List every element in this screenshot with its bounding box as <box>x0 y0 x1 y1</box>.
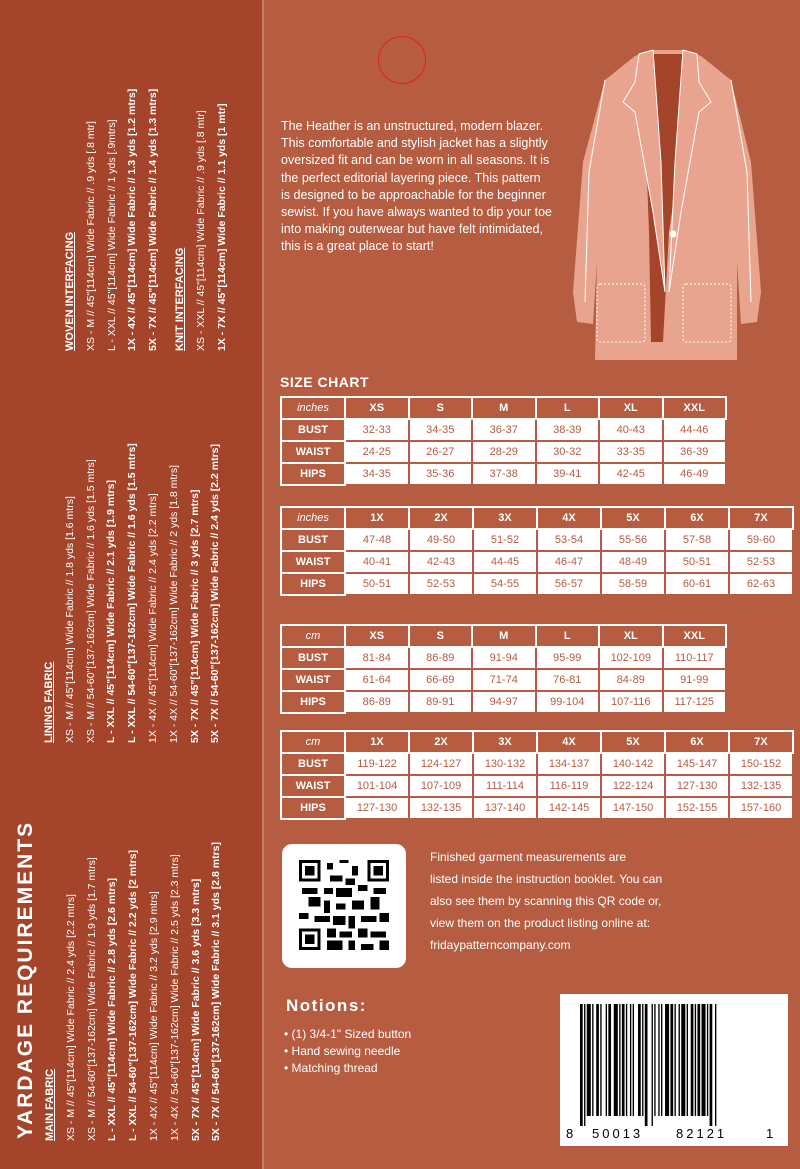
measurement-value: 26-27 <box>409 441 473 463</box>
lining-fabric-line: L - XXL // 54-60"[137-162cm] Wide Fabric // 1.6 yds [1.5 mtrs] <box>126 443 139 743</box>
unit-label: cm <box>281 625 345 647</box>
barcode-bar <box>691 1004 694 1116</box>
measurement-label: BUST <box>281 419 345 441</box>
measurement-value: 132-135 <box>729 775 793 797</box>
measurement-label: BUST <box>281 647 345 669</box>
size-chart-title: SIZE CHART <box>280 374 369 390</box>
measurement-value: 51-52 <box>473 529 537 551</box>
barcode-bar <box>614 1004 618 1116</box>
notions-title: Notions: <box>286 996 367 1015</box>
measurement-value: 48-49 <box>601 551 665 573</box>
knit-interfacing-line: XS - XXL // 45"[114cm] Wide Fabric // .9 yds [.8 mtr] <box>194 110 207 351</box>
measurement-value: 44-45 <box>473 551 537 573</box>
table-row <box>281 797 793 819</box>
main-fabric-line: 5X - 7X // 45"[114cm] Wide Fabric // 3.6 yds [3.3 mtrs] <box>189 878 202 1141</box>
notion-item: • Matching thread <box>284 1060 411 1077</box>
size-header: XXL <box>663 397 727 419</box>
measurement-value: 111-114 <box>473 775 537 797</box>
sidebar-divider <box>262 0 264 1169</box>
measurement-value: 37-38 <box>472 463 536 485</box>
barcode-bar <box>619 1004 620 1116</box>
lining-fabric-line: XS - M // 54-60"[137-162cm] Wide Fabric // 1.6 yds [1.5 mtrs] <box>84 459 97 743</box>
measurement-value: 95-99 <box>536 647 600 669</box>
yardage-title: YARDAGE REQUIREMENTS <box>14 820 37 1139</box>
measurement-label: WAIST <box>281 551 345 573</box>
woven-interfacing-line: XS - M // 45"[114cm] Wide Fabric // .9 yds [.8 mtr] <box>84 121 97 351</box>
measurement-label: HIPS <box>281 463 345 485</box>
knit-interfacing-list <box>170 103 232 351</box>
measurement-value: 132-135 <box>409 797 473 819</box>
size-header: XL <box>599 625 663 647</box>
measurement-value: 49-50 <box>409 529 473 551</box>
size-header: 3X <box>473 507 537 529</box>
main-fabric-line: XS - M // 45"[114cm] Wide Fabric // 2.4 yds [2.2 mtrs] <box>64 894 77 1141</box>
measurement-value: 47-48 <box>345 529 409 551</box>
woven-interfacing-line: 1X - 4X // 45"[114cm] Wide Fabric // 1.3 yds [1.2 mtrs] <box>126 88 139 351</box>
barcode-digit-last: 1 <box>766 1126 774 1141</box>
finished-line: Finished garment measurements are <box>430 850 627 864</box>
measurement-value: 52-53 <box>409 573 473 595</box>
measurement-value: 40-43 <box>599 419 663 441</box>
measurement-value: 86-89 <box>409 647 473 669</box>
barcode-bar <box>697 1004 700 1116</box>
measurement-value: 34-35 <box>409 419 473 441</box>
yardage-sidebar <box>0 0 262 1169</box>
size-header: L <box>536 397 600 419</box>
measurement-value: 145-147 <box>665 753 729 775</box>
barcode-bar <box>695 1004 696 1116</box>
woven-interfacing-heading: WOVEN INTERFACING <box>64 231 76 351</box>
main-fabric-line: 1X - 4X // 45"[114cm] Wide Fabric // 3.2 yds [2.9 mtrs] <box>147 891 160 1141</box>
lining-fabric-heading: LINING FABRIC <box>43 661 55 743</box>
table-row <box>281 419 726 441</box>
measurement-value: 152-155 <box>665 797 729 819</box>
main-fabric-heading: MAIN FABRIC <box>44 1068 56 1141</box>
measurement-value: 142-145 <box>537 797 601 819</box>
measurement-value: 117-125 <box>663 691 727 713</box>
barcode-bar <box>592 1004 593 1116</box>
size-header: 2X <box>409 507 473 529</box>
size-header: L <box>536 625 600 647</box>
size-header: 6X <box>665 731 729 753</box>
table-row <box>281 551 793 573</box>
barcode-bar <box>645 1004 648 1126</box>
measurement-value: 32-33 <box>345 419 409 441</box>
table-row <box>281 669 726 691</box>
notion-item: • Hand sewing needle <box>284 1043 411 1060</box>
measurement-value: 134-137 <box>537 753 601 775</box>
size-header: 1X <box>345 731 409 753</box>
measurement-value: 58-59 <box>601 573 665 595</box>
size-table <box>280 730 794 820</box>
measurement-value: 50-51 <box>665 551 729 573</box>
size-header: XS <box>345 625 409 647</box>
measurement-value: 56-57 <box>537 573 601 595</box>
measurement-value: 52-53 <box>729 551 793 573</box>
measurement-value: 59-60 <box>729 529 793 551</box>
circle-mark <box>378 36 426 84</box>
measurement-value: 60-61 <box>665 573 729 595</box>
measurement-value: 71-74 <box>472 669 536 691</box>
table-row <box>281 775 793 797</box>
main-fabric-line: L - XXL // 54-60"[137-162cm] Wide Fabric // 2.2 yds [2 mtrs] <box>127 849 140 1141</box>
size-header: S <box>409 397 473 419</box>
measurement-value: 46-49 <box>663 463 727 485</box>
measurement-label: WAIST <box>281 669 345 691</box>
barcode-bar <box>675 1004 676 1116</box>
size-header: M <box>472 397 536 419</box>
table-row <box>281 441 726 463</box>
measurement-value: 55-56 <box>601 529 665 551</box>
finished-line: also see them by scanning this QR code or, <box>430 894 662 908</box>
measurement-value: 50-51 <box>345 573 409 595</box>
notion-item: • (1) 3/4-1" Sized button <box>284 1026 411 1043</box>
unit-label: inches <box>281 397 345 419</box>
size-header: XS <box>345 397 409 419</box>
main-fabric-line: 1X - 4X // 54-60"[137-162cm] Wide Fabric // 2.5 yds [2.3 mtrs] <box>168 854 181 1141</box>
measurement-value: 147-150 <box>601 797 665 819</box>
measurement-value: 107-109 <box>409 775 473 797</box>
barcode-bar <box>630 1004 631 1116</box>
measurement-value: 57-58 <box>665 529 729 551</box>
yardage-panel <box>0 0 262 1169</box>
blazer-illustration <box>565 42 770 372</box>
size-header: 6X <box>665 507 729 529</box>
barcode-bar <box>710 1004 713 1126</box>
size-header: 4X <box>537 731 601 753</box>
measurement-value: 122-124 <box>601 775 665 797</box>
barcode-bar <box>665 1004 669 1116</box>
main-fabric-line: L - XXL // 45"[114cm] Wide Fabric // 2.8 yds [2.6 mtrs] <box>106 877 119 1141</box>
barcode-bar <box>702 1004 706 1116</box>
barcode-bars <box>576 1004 772 1126</box>
measurement-value: 130-132 <box>473 753 537 775</box>
measurement-value: 86-89 <box>345 691 409 713</box>
barcode-bar <box>580 1004 583 1126</box>
measurement-label: WAIST <box>281 441 345 463</box>
measurement-label: HIPS <box>281 691 345 713</box>
knit-interfacing-line: 1X - 7X // 45"[114cm] Wide Fabric // 1.1 yds [1 mtr] <box>215 103 228 351</box>
lining-fabric-line: 5X - 7X // 45"[114cm] Wide Fabric // 3 yds [2.7 mtrs] <box>188 489 201 743</box>
measurement-value: 46-47 <box>537 551 601 573</box>
knit-interfacing-heading: KNIT INTERFACING <box>174 247 186 351</box>
woven-interfacing-line: 5X - 7X // 45"[114cm] Wide Fabric // 1.4 yds [1.3 mtrs] <box>147 88 160 351</box>
measurement-value: 36-37 <box>472 419 536 441</box>
barcode-bar <box>687 1004 688 1116</box>
lining-fabric-line: L - XXL // 45"[114cm] Wide Fabric // 2.1 yds [1.9 mtrs] <box>105 479 118 743</box>
barcode-bar <box>654 1004 655 1116</box>
notions-list <box>284 1026 411 1077</box>
measurement-value: 39-41 <box>536 463 600 485</box>
intro-text: The Heather is an unstructured, modern blazer. This comfortable and stylish jacket has a slightly oversized fit and can be worn in all seasons. It is the perfect editorial layering piece. This pattern is designed to be approachable for the beginner sewist. If you have always wanted to dip your toe into making outerwear but have felt intimidated, this is a great place to start! <box>281 119 552 254</box>
measurement-value: 91-99 <box>663 669 727 691</box>
size-header: XXL <box>663 625 727 647</box>
table-row <box>281 529 793 551</box>
measurement-label: BUST <box>281 529 345 551</box>
lining-fabric-line: 1X - 4X // 54-60"[137-162cm] Wide Fabric // 2 yds [1.8 mtrs] <box>167 464 180 743</box>
measurement-value: 61-64 <box>345 669 409 691</box>
finished-measurements-text <box>430 846 730 956</box>
measurement-value: 157-160 <box>729 797 793 819</box>
measurement-value: 137-140 <box>473 797 537 819</box>
size-header: 5X <box>601 507 665 529</box>
measurement-value: 84-89 <box>599 669 663 691</box>
finished-line: listed inside the instruction booklet. You can <box>430 872 663 886</box>
size-table <box>280 624 727 714</box>
barcode-icon <box>560 994 788 1146</box>
barcode-digits-left: 50013 <box>592 1126 644 1141</box>
unit-label: inches <box>281 507 345 529</box>
size-header: M <box>472 625 536 647</box>
barcode-bar <box>661 1004 662 1116</box>
size-header: S <box>409 625 473 647</box>
measurement-value: 33-35 <box>599 441 663 463</box>
measurement-label: WAIST <box>281 775 345 797</box>
measurement-value: 140-142 <box>601 753 665 775</box>
barcode-bar <box>622 1004 625 1116</box>
measurement-label: HIPS <box>281 797 345 819</box>
measurement-value: 102-109 <box>599 647 663 669</box>
barcode-bar <box>608 1004 611 1116</box>
measurement-value: 110-117 <box>663 647 727 669</box>
barcode-bar <box>638 1004 641 1116</box>
measurement-value: 42-45 <box>599 463 663 485</box>
measurement-value: 124-127 <box>409 753 473 775</box>
measurement-value: 66-69 <box>409 669 473 691</box>
size-header: 2X <box>409 731 473 753</box>
measurement-value: 91-94 <box>472 647 536 669</box>
table-row <box>281 691 726 713</box>
woven-interfacing-list <box>60 89 164 351</box>
barcode-bar <box>715 1004 716 1126</box>
measurement-value: 35-36 <box>409 463 473 485</box>
measurement-label: HIPS <box>281 573 345 595</box>
measurement-value: 44-46 <box>663 419 727 441</box>
table-row <box>281 463 726 485</box>
barcode-bar <box>606 1004 607 1116</box>
finished-line: fridaypatterncompany.com <box>430 938 571 952</box>
barcode-bar <box>587 1004 591 1116</box>
barcode-bar <box>670 1004 673 1116</box>
woven-interfacing-line: L - XXL // 45"[114cm] Wide Fabric // 1 yds [.9mtrs] <box>105 119 118 351</box>
measurement-value: 101-104 <box>345 775 409 797</box>
size-header: 7X <box>729 731 793 753</box>
barcode-bar <box>658 1004 659 1116</box>
lining-fabric-line: XS - M // 45"[114cm] Wide Fabric // 1.8 yds [1.6 mtrs] <box>63 496 76 743</box>
barcode-bar <box>679 1004 680 1116</box>
barcode-bar <box>596 1004 599 1116</box>
table-row <box>281 753 793 775</box>
measurement-value: 54-55 <box>473 573 537 595</box>
barcode-bar <box>642 1004 643 1116</box>
size-header: XL <box>599 397 663 419</box>
finished-line: view them on the product listing online at: <box>430 916 651 930</box>
size-header: 3X <box>473 731 537 753</box>
qr-code-icon[interactable] <box>282 844 406 968</box>
measurement-value: 94-97 <box>472 691 536 713</box>
main-fabric-list <box>40 842 227 1141</box>
measurement-value: 89-91 <box>409 691 473 713</box>
measurement-value: 116-119 <box>537 775 601 797</box>
lining-fabric-line: 1X - 4X // 45"[114cm] Wide Fabric // 2.4 yds [2.2 mtrs] <box>146 493 159 743</box>
barcode-digits-right: 82121 <box>676 1126 728 1141</box>
size-header: 1X <box>345 507 409 529</box>
barcode-bar <box>633 1004 634 1116</box>
measurement-value: 119-122 <box>345 753 409 775</box>
size-header: 7X <box>729 507 793 529</box>
size-header: 5X <box>601 731 665 753</box>
main-fabric-line: XS - M // 54-60"[137-162cm] Wide Fabric // 1.9 yds [1.7 mtrs] <box>85 857 98 1141</box>
measurement-value: 81-84 <box>345 647 409 669</box>
measurement-value: 24-25 <box>345 441 409 463</box>
barcode-digit-first: 8 <box>566 1126 574 1141</box>
barcode-bar <box>626 1004 627 1116</box>
measurement-value: 62-63 <box>729 573 793 595</box>
measurement-value: 42-43 <box>409 551 473 573</box>
lining-fabric-line: 5X - 7X // 54-60"[137-162cm] Wide Fabric // 2.4 yds [2.2 mtrs] <box>209 443 222 743</box>
barcode-bar <box>600 1004 601 1116</box>
barcode-bar <box>681 1004 685 1116</box>
measurement-value: 107-116 <box>599 691 663 713</box>
size-table <box>280 506 794 596</box>
measurement-value: 150-152 <box>729 753 793 775</box>
measurement-value: 34-35 <box>345 463 409 485</box>
size-header: 4X <box>537 507 601 529</box>
measurement-value: 127-130 <box>665 775 729 797</box>
measurement-value: 53-54 <box>537 529 601 551</box>
barcode-bar <box>707 1004 708 1116</box>
measurement-value: 99-104 <box>536 691 600 713</box>
measurement-value: 127-130 <box>345 797 409 819</box>
measurement-label: BUST <box>281 753 345 775</box>
lining-fabric-list <box>39 443 226 743</box>
main-fabric-line: 5X - 7X // 54-60"[137-162cm] Wide Fabric // 3.1 yds [2.8 mtrs] <box>210 841 223 1141</box>
barcode-bar <box>584 1004 585 1126</box>
table-row <box>281 647 726 669</box>
measurement-value: 76-81 <box>536 669 600 691</box>
unit-label: cm <box>281 731 345 753</box>
measurement-value: 40-41 <box>345 551 409 573</box>
size-table <box>280 396 727 486</box>
table-row <box>281 573 793 595</box>
measurement-value: 38-39 <box>536 419 600 441</box>
measurement-value: 36-39 <box>663 441 727 463</box>
barcode-bar <box>652 1004 653 1126</box>
measurement-value: 28-29 <box>472 441 536 463</box>
measurement-value: 30-32 <box>536 441 600 463</box>
